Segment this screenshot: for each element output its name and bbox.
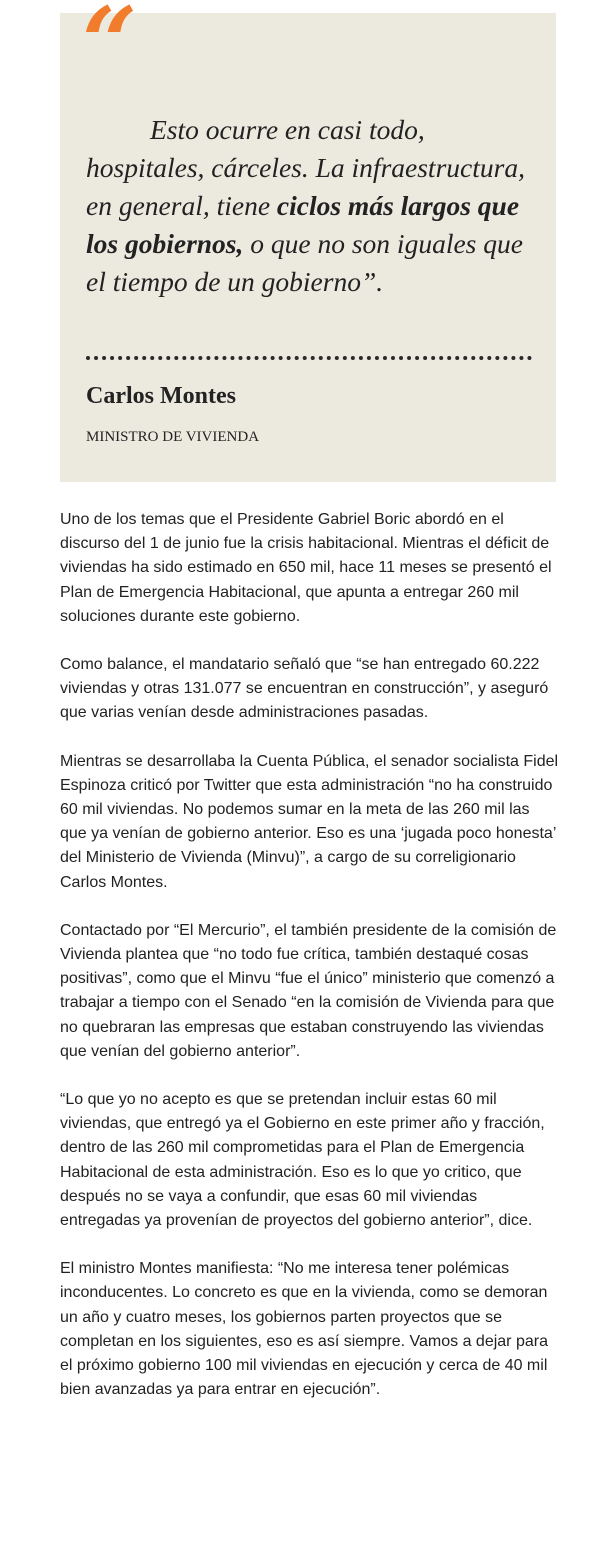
quote-divider <box>86 356 532 360</box>
quote-text-end: o que no son iguales que el tiempo de un gobierno”. <box>86 228 523 297</box>
article-paragraph: “Lo que yo no acepto es que se pretendan incluir estas 60 mil viviendas, que entregó ya el Gobierno en este primer año y fracción, dentro de las 260 mil comprometidas para el Plan de Emergencia Habitacional de esta administración. Eso es lo que yo critico, que después no se vaya a confundir, que esas 60 mil viviendas entregadas ya provenían de proyectos del gobierno anterior”, dice. <box>60 1091 545 1230</box>
quote-text <box>86 111 526 301</box>
quote-author-role: MINISTRO DE VIVIENDA <box>86 429 260 445</box>
quote-text-start: Esto ocurre en casi todo, hospitales, cárceles. La infraestructura, en general, tiene <box>86 114 525 221</box>
article-paragraph: Como balance, el mandatario señaló que “se han entregado 60.222 viviendas y otras 131.077 se encuentran en construcción”, y aseguró que varias venían desde administraciones pasadas. <box>60 656 549 722</box>
article-paragraph: Mientras se desarrollaba la Cuenta Pública, el senador socialista Fidel Espinoza criticó por Twitter que esta administración “no ha construido 60 mil viviendas. No podemos sumar en la meta de las 260 mil las que ya venían de gobierno anterior. Eso es una ‘jugada poco honesta’ del Ministerio de Vivienda (Minvu)”, a cargo de su correligionario Carlos Montes. <box>60 752 559 891</box>
quote-text-bold: ciclos más largos que los gobiernos, <box>86 190 520 259</box>
article-paragraph: Uno de los temas que el Presidente Gabriel Boric abordó en el discurso del 1 de junio fue la crisis habitacional. Mientras el déficit de viviendas ha sido estimado en 650 mil, hace 11 meses se presentó el Plan de Emergencia Habitacional, que apunta a entregar 260 mil soluciones durante este gobierno. <box>60 511 552 625</box>
quote-author-name: Carlos Montes <box>86 383 236 409</box>
article-body <box>60 508 560 1427</box>
article-paragraph: El ministro Montes manifiesta: “No me interesa tener polémicas inconducentes. Lo concreto es que en la vivienda, como se demoran un año y cuatro meses, los gobiernos parten proyectos que se completan en los siguientes, eso es así siempre. Vamos a dejar para el próximo gobierno 100 mil viviendas en ejecución y cerca de 40 mil bien avanzadas ya para entrar en ejecución”. <box>60 1260 548 1399</box>
article-paragraph: Contactado por “El Mercurio”, el también presidente de la comisión de Vivienda plantea que “no todo fue crítica, también destaqué cosas positivas”, como que el Minvu “fue el único” ministerio que comenzó a trabajar a tiempo con el Senado “en la comisión de Vivienda para que no quebraran las empresas que estaban construyendo las viviendas que venían del gobierno anterior”. <box>60 921 557 1060</box>
quote-mark-icon: “ <box>82 0 130 99</box>
pull-quote-box <box>60 0 556 482</box>
